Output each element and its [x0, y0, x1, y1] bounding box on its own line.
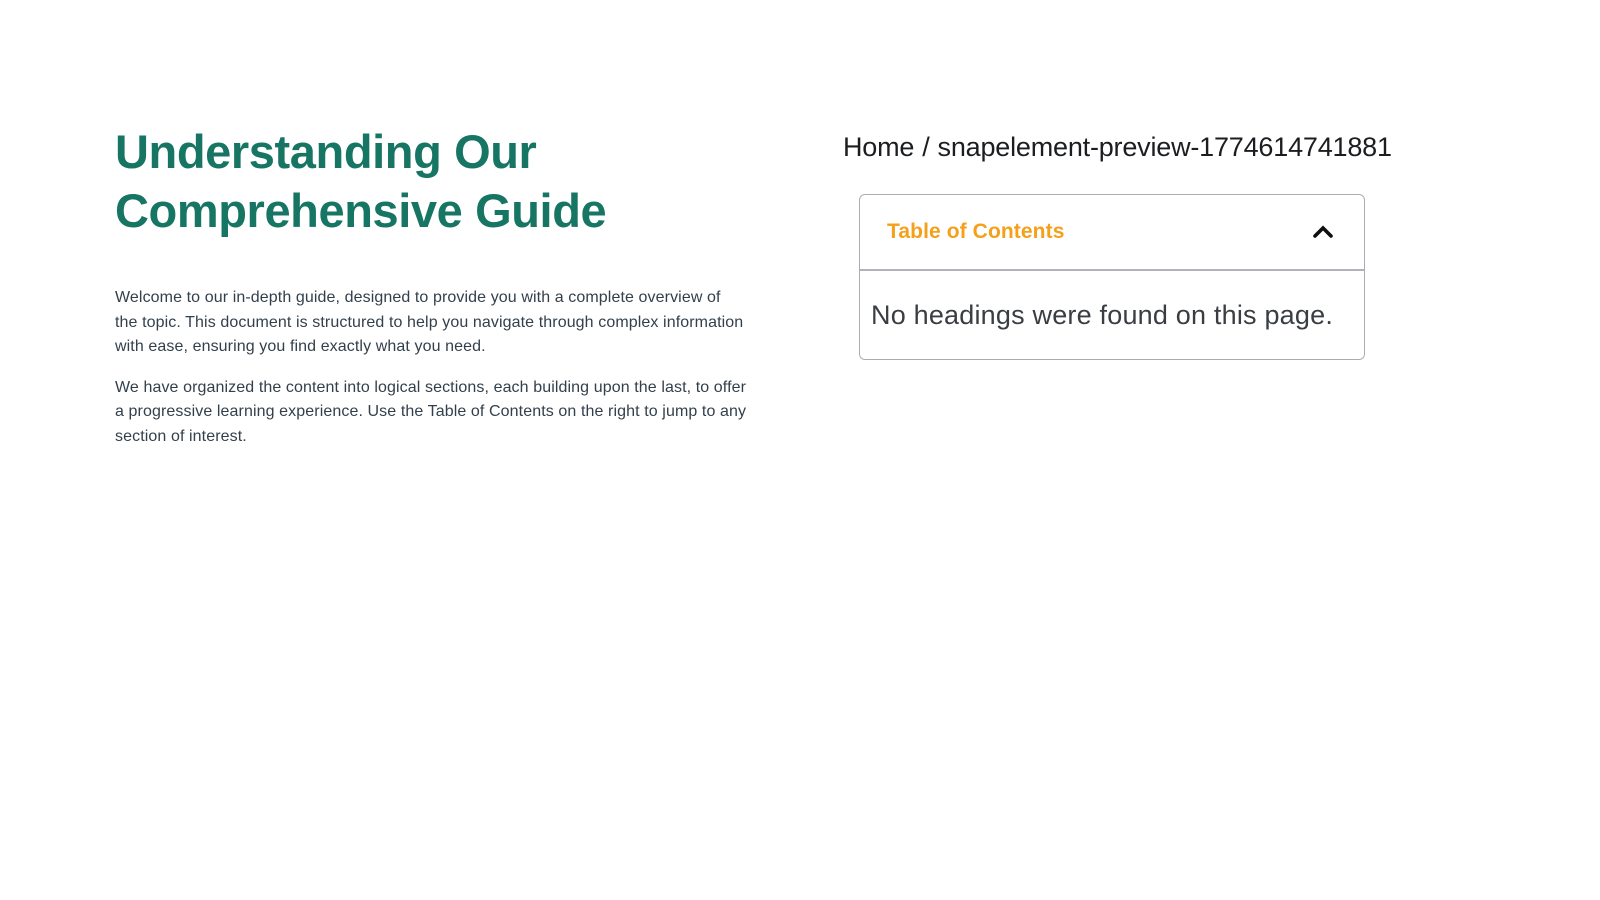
overview-paragraph: We have organized the content into logical sections, each building upon the last, to offer a progressive learning experience. Use the Table of Contents on the right to jump to any section of interest.	[115, 378, 747, 445]
page-title: Understanding Our Comprehensive Guide	[115, 125, 607, 237]
table-of-contents-panel	[859, 194, 1365, 360]
breadcrumb-home-link[interactable]: Home	[843, 132, 915, 162]
breadcrumb-separator: /	[922, 132, 930, 162]
sidebar	[843, 130, 1392, 360]
toc-empty-message: No headings were found on this page.	[860, 271, 1364, 359]
intro-paragraph: Welcome to our in-depth guide, designed to provide you with a complete overview of the topic. This document is structured to help you navigate through complex information with ease, ensuring you find exactly what you need.	[115, 289, 744, 355]
article-content	[115, 122, 755, 449]
breadcrumb-current-page: snapelement-preview-1774614741881	[937, 132, 1392, 162]
chevron-up-icon[interactable]	[1309, 218, 1337, 246]
breadcrumb	[843, 130, 1392, 164]
toc-title: Table of Contents	[887, 220, 1065, 243]
toc-collapse-header[interactable]	[860, 195, 1364, 271]
